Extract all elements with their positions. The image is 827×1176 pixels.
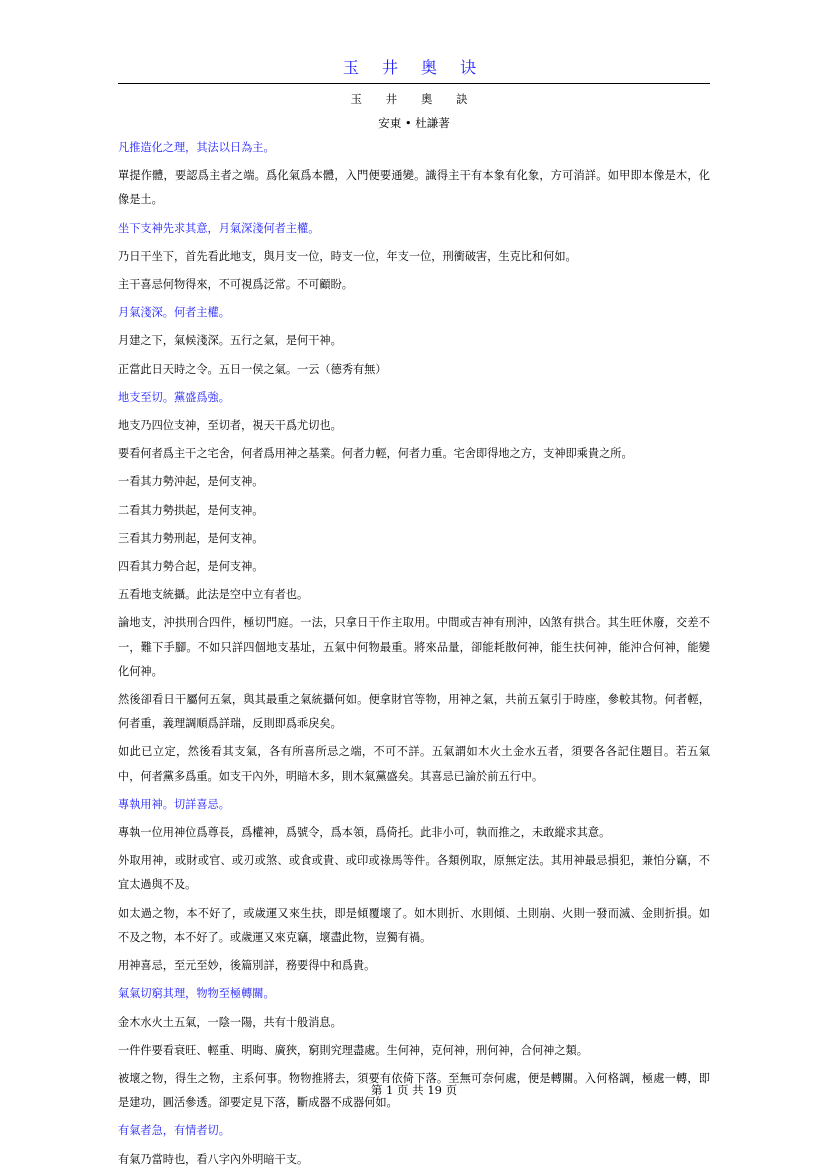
body-paragraph: 一件件要看衰旺、輕重、明晦、廣狹，窮則究理盡處。生何神，克何神，刑何神，合何神之類。 xyxy=(118,1043,588,1057)
body-paragraph: 論地支，沖拱刑合四件，極切門庭。一法，只拿日干作主取用。中間或吉神有刑沖，凶煞有拱合。其生旺休廢，交差不一，難下手腳。不如只詳四個地支基址，五氣中何物最重。將來品量，卻能耗散何神，能生扶何神，能沖合何神，能變化何神。 xyxy=(118,616,710,678)
section-heading: 氣氣切窮其理，物物至極轉關。 xyxy=(118,987,275,1001)
header-rule xyxy=(118,83,710,84)
section-heading: 坐下支神先求其意，月氣深淺何者主權。 xyxy=(118,221,320,235)
body-paragraph: 四看其力勢合起，是何支神。 xyxy=(118,560,264,574)
body-paragraph: 一看其力勢沖起，是何支神。 xyxy=(118,475,264,489)
section-heading: 月氣淺深。何者主權。 xyxy=(118,306,230,320)
body-paragraph: 二看其力勢拱起，是何支神。 xyxy=(118,503,264,517)
document-title: 玉 井 奧 訣 xyxy=(350,92,478,106)
body-paragraph: 三看其力勢刑起，是何支神。 xyxy=(118,531,264,545)
body-paragraph: 乃日干坐下，首先看此地支，與月支一位，時支一位，年支一位，刑衝破害，生克比和何如。 xyxy=(118,249,577,263)
section-heading: 專執用神。切詳喜忌。 xyxy=(118,797,230,811)
body-paragraph: 五看地支統攝。此法是空中立有者也。 xyxy=(118,588,309,602)
body-paragraph: 有氣乃當時也，看八字內外明暗干支。 xyxy=(118,1152,309,1166)
body-paragraph: 專執一位用神位爲尊長，爲權神，爲號令，爲本領，爲倚托。此非小可，執而推之，未敢縱求其意。 xyxy=(118,826,611,840)
page-footer: 第 1 页 共 19 页 xyxy=(370,1083,458,1097)
section-heading: 有氣者急，有情者切。 xyxy=(118,1124,230,1138)
body-paragraph: 如此已立定，然後看其支氣，各有所喜所忌之端，不可不詳。五氣謂如木火土金水五者，須要各各記住題目。若五氣中，何者黨多爲重。如支干內外，明暗木多，則木氣黨盛矣。其喜忌已論於前五行中。 xyxy=(118,745,710,783)
body-paragraph: 月建之下，氣候淺深。五行之氣，是何干神。 xyxy=(118,334,342,348)
running-header: 玉 井 奥 诀 xyxy=(342,58,486,77)
document-body xyxy=(118,136,710,1176)
body-paragraph: 金木水火土五氣，一陰一陽，共有十般消息。 xyxy=(118,1015,342,1029)
body-paragraph: 正當此日天時之令。五日一侯之氣。一云（德秀有無） xyxy=(118,362,387,376)
body-paragraph: 地支乃四位支神，至切者，視天干爲尤切也。 xyxy=(118,419,342,433)
body-paragraph: 單提作體，要認爲主者之端。爲化氣爲本體，入門便要通變。識得主干有本象有化象，方可消詳。如甲即本像是木，化像是土。 xyxy=(118,169,710,207)
section-heading: 凡推造化之理，其法以日為主。 xyxy=(118,141,275,154)
body-paragraph: 用神喜忌，至元至妙，後篇別詳，務要得中和爲貴。 xyxy=(118,959,376,973)
body-paragraph: 被壞之物，得生之物，主系何事。物物推將去，須要有依倚下落。至無可奈何處，便是轉關。入何格調，極處一轉，即是建功，圓活參透。卻要定見下落，斷成器不成器何如。 xyxy=(118,1071,710,1110)
body-paragraph: 然後卻看日干屬何五氣，與其最重之氣統攝何如。便拿財官等物，用神之氣，共前五氣引于時座，參較其物。何者輕，何者重，義理調順爲詳瑞，反則即爲乖戾矣。 xyxy=(118,693,710,731)
body-paragraph: 要看何者爲主干之宅舍，何者爲用神之基業。何者力輕，何者力重。宅舍即得地之方，支神即乘貴之所。 xyxy=(118,447,633,461)
section-heading: 地支至切。黨盛爲強。 xyxy=(118,390,230,404)
body-paragraph: 外取用神，或財或官、或刃或煞、或食或貴、或印或祿馬等件。各類例取，原無定法。其用神最忌損犯，兼怕分竊，不宜太過與不及。 xyxy=(118,854,710,892)
body-paragraph: 主干喜忌何物得來，不可視爲泛常。不可顧盼。 xyxy=(118,278,353,292)
document-author: 安東 • 杜謙著 xyxy=(378,116,450,130)
body-paragraph: 如太過之物，本不好了，或歲運又來生扶，即是傾覆壞了。如木則折、水則傾、土則崩、火則一發而滅、金則折損。如不及之物，本不好了。或歲運又來克竊，壞盡此物，豈獨有禍。 xyxy=(118,906,710,944)
